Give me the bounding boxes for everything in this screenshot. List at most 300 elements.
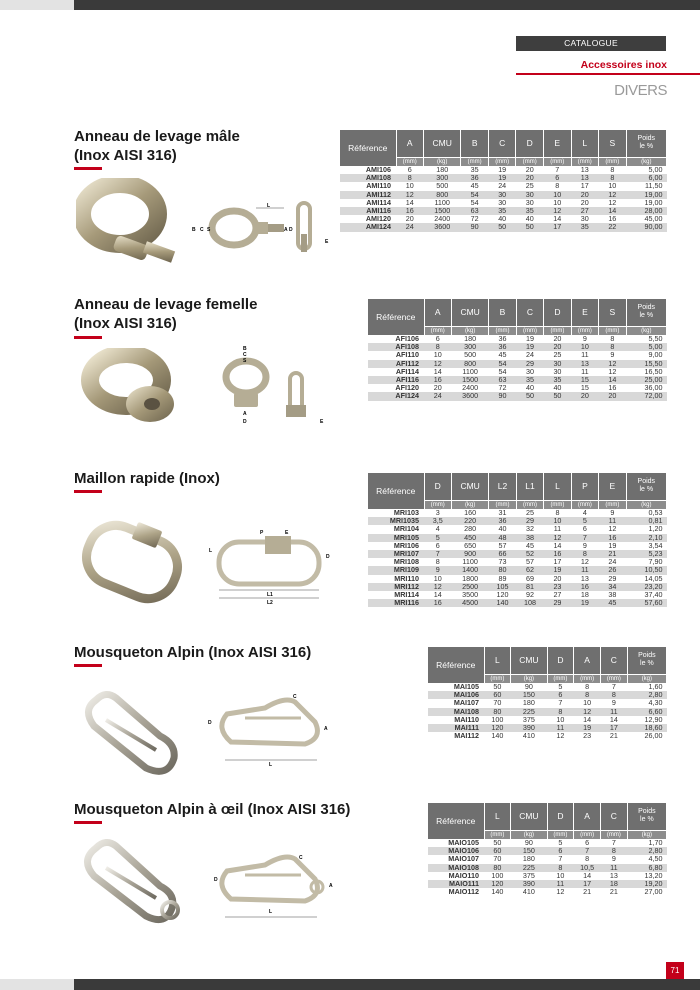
value-cell: 19	[516, 343, 543, 351]
value-cell: 2500	[451, 583, 488, 591]
value-cell: 100	[491, 714, 504, 724]
value-cell: 30	[544, 360, 571, 368]
unit-cell: (mm)	[516, 500, 543, 509]
column-header: L	[571, 130, 599, 157]
value-cell: 54	[489, 360, 516, 368]
value-cell: 12	[599, 191, 627, 199]
value-cell: 140	[491, 731, 504, 741]
value-cell: 10	[543, 191, 571, 199]
value-cell: 2400	[434, 214, 451, 224]
value-cell: 20	[571, 191, 599, 199]
value-cell: 800	[424, 191, 461, 199]
value-cell: 60	[484, 847, 511, 855]
value-cell: 1800	[462, 573, 479, 583]
value-cell: 57	[525, 557, 534, 567]
value-cell: 14	[405, 197, 414, 207]
footer-bar-light	[0, 979, 74, 990]
value-cell: 105	[489, 583, 516, 591]
value-cell: 16	[608, 383, 617, 393]
reference-cell: MAIO105	[448, 838, 479, 848]
value-cell: 8	[574, 691, 601, 699]
reference-cell: AFI110	[395, 350, 419, 360]
weight-cell: 4,30	[648, 698, 663, 708]
title-underline	[74, 490, 102, 493]
poids-label-line2: le %	[639, 312, 654, 320]
reference-cell: MRI106	[393, 540, 419, 550]
value-cell: 11	[599, 517, 626, 525]
value-cell: 45	[599, 599, 626, 607]
value-cell: 80	[484, 708, 511, 716]
value-cell: 10	[405, 181, 414, 191]
weight-cell: 6,00	[626, 174, 666, 182]
value-cell: 18	[601, 880, 628, 888]
value-cell: 140	[491, 887, 504, 897]
value-cell: 3600	[424, 223, 461, 231]
column-header-reference: Référence	[368, 299, 424, 335]
value-cell: 30	[580, 214, 589, 224]
value-cell: 11	[581, 366, 589, 376]
value-cell: 12	[574, 708, 601, 716]
value-cell: 17	[601, 724, 628, 732]
value-cell: 19	[571, 599, 598, 607]
value-cell: 390	[511, 724, 547, 732]
value-cell: 450	[451, 534, 488, 542]
reference-cell: MAIO106	[428, 847, 484, 855]
value-cell: 7	[611, 682, 616, 692]
value-cell: 5	[558, 682, 563, 692]
unit-cell: (kg)	[511, 674, 547, 683]
value-cell: 90	[524, 838, 533, 848]
poids-label-line1: Poids	[637, 135, 656, 143]
value-cell: 8	[547, 708, 574, 716]
value-cell: 14	[583, 870, 592, 880]
title-underline	[74, 821, 102, 824]
value-cell: 8	[601, 691, 628, 699]
value-cell: 120	[484, 880, 511, 888]
unit-cell: (mm)	[543, 157, 571, 166]
value-cell: 19	[525, 334, 534, 344]
unit-cell: (mm)	[599, 500, 626, 509]
dim-label-D: D	[243, 419, 247, 425]
weight-cell: 7,90	[648, 557, 663, 567]
product-title-anneau-male	[74, 127, 240, 165]
value-cell: 7	[555, 165, 560, 175]
reference-cell: AFI108	[368, 343, 424, 351]
unit-cell: (kg)	[424, 157, 461, 166]
value-cell: 25	[525, 508, 534, 518]
product-title-maillon	[74, 469, 220, 488]
reference-cell: MAI108	[428, 708, 484, 716]
value-cell: 6	[585, 838, 590, 848]
column-header: C	[488, 130, 516, 157]
value-cell: 100	[491, 870, 504, 880]
unit-cell: (kg)	[626, 500, 666, 509]
value-cell: 35	[544, 376, 571, 384]
value-cell: 12	[424, 360, 451, 368]
unit-cell: (mm)	[601, 674, 628, 683]
dim-label-C: C	[200, 227, 204, 233]
value-cell: 36	[489, 517, 516, 525]
value-cell: 4	[582, 508, 587, 518]
value-cell: 21	[583, 887, 592, 897]
dim-label-L: L	[209, 548, 213, 554]
column-header-poids	[626, 130, 666, 157]
value-cell: 70	[493, 698, 502, 708]
dim-label-D: D	[326, 554, 330, 560]
title-line: Mousqueton Alpin à œil (Inox AISI 316)	[74, 801, 351, 818]
value-cell: 16	[424, 376, 451, 384]
value-cell: 10	[583, 698, 592, 708]
value-cell: 13	[580, 573, 589, 583]
value-cell: 20	[553, 334, 562, 344]
reference-cell: AMI108	[340, 174, 396, 182]
subsection-title: DIVERS	[614, 82, 667, 99]
value-cell: 10,5	[574, 864, 601, 872]
value-cell: 6	[435, 334, 440, 344]
value-cell: 30	[498, 197, 507, 207]
value-cell: 50	[493, 838, 502, 848]
value-cell: 20	[544, 343, 571, 351]
value-cell: 38	[608, 589, 617, 599]
value-cell: 12	[608, 524, 617, 534]
value-cell: 20	[571, 392, 598, 400]
value-cell: 81	[516, 583, 543, 591]
diagram-anneau-male	[190, 198, 336, 261]
value-cell: 150	[511, 691, 547, 699]
value-cell: 21	[609, 887, 618, 897]
unit-cell: (mm)	[484, 674, 511, 683]
spec-table-anneau-male	[340, 130, 667, 232]
column-header-poids	[626, 299, 666, 326]
value-cell: 14	[609, 714, 618, 724]
value-cell: 10	[553, 197, 562, 207]
unit-cell: (mm)	[571, 500, 598, 509]
table-row	[428, 732, 667, 740]
column-header: C	[601, 803, 628, 830]
value-cell: 13	[571, 174, 599, 182]
value-cell: 35	[571, 223, 599, 231]
table-row	[368, 392, 667, 400]
value-cell: 11	[571, 566, 598, 574]
value-cell: 50	[516, 392, 543, 400]
value-cell: 16	[544, 550, 571, 558]
reference-cell: AFI112	[368, 360, 424, 368]
value-cell: 80	[484, 864, 511, 872]
value-cell: 3500	[462, 589, 479, 599]
column-header: A	[424, 299, 451, 326]
weight-cell: 6,60	[627, 708, 666, 716]
dim-label-L: L	[269, 762, 273, 768]
weight-cell: 90,00	[626, 223, 666, 231]
weight-cell: 45,00	[644, 214, 663, 224]
title-underline	[74, 664, 102, 667]
dim-label-A: A	[324, 726, 328, 732]
value-cell: 7	[424, 550, 451, 558]
spec-table-anneau-femelle	[368, 299, 667, 401]
value-cell: 48	[489, 534, 516, 542]
column-header: CMU	[424, 130, 461, 157]
weight-cell: 36,00	[644, 383, 663, 393]
reference-cell: MAIO107	[448, 854, 479, 864]
weight-cell: 19,00	[626, 191, 666, 199]
spec-table-mousqueton	[428, 647, 667, 740]
weight-cell: 16,50	[644, 366, 663, 376]
value-cell: 16	[599, 534, 626, 542]
value-cell: 3	[435, 508, 440, 518]
value-cell: 23	[583, 731, 592, 741]
value-cell: 8	[547, 864, 574, 872]
column-header: E	[543, 130, 571, 157]
value-cell: 90	[461, 223, 489, 231]
value-cell: 6	[407, 165, 412, 175]
reference-cell: AMI106	[365, 165, 391, 175]
reference-cell: AMI112	[340, 191, 396, 199]
value-cell: 7	[558, 854, 563, 864]
weight-cell: 6,80	[627, 864, 666, 872]
value-cell: 7	[571, 534, 598, 542]
unit-cell: (mm)	[574, 830, 601, 839]
weight-cell: 18,60	[627, 724, 666, 732]
value-cell: 17	[574, 880, 601, 888]
value-cell: 10	[433, 350, 442, 360]
weight-cell: 23,20	[626, 583, 666, 591]
value-cell: 12	[599, 360, 626, 368]
value-cell: 8	[424, 343, 451, 351]
reference-cell: AFI124	[368, 392, 424, 400]
weight-cell: 0,81	[626, 517, 666, 525]
column-header-poids	[627, 803, 666, 830]
diagram-mousqueton-oeil	[205, 845, 335, 930]
weight-cell: 14,05	[644, 573, 663, 583]
weight-cell: 3,54	[648, 540, 663, 550]
reference-cell: AMI120	[365, 214, 391, 224]
value-cell: 16	[424, 599, 451, 607]
value-cell: 69	[525, 573, 534, 583]
column-header-poids	[626, 473, 666, 500]
value-cell: 280	[464, 524, 477, 534]
value-cell: 3,5	[424, 517, 451, 525]
reference-cell: MAIO110	[448, 870, 479, 880]
value-cell: 35	[470, 165, 479, 175]
value-cell: 1100	[462, 557, 478, 567]
unit-cell: (kg)	[627, 674, 666, 683]
title-line: (Inox AISI 316)	[74, 315, 177, 332]
value-cell: 160	[464, 508, 477, 518]
value-cell: 140	[489, 599, 516, 607]
value-cell: 8	[555, 508, 560, 518]
column-header: D	[547, 803, 574, 830]
reference-cell: MAI105	[453, 682, 479, 692]
value-cell: 50	[488, 223, 516, 231]
value-cell: 14	[599, 376, 626, 384]
value-cell: 19	[574, 724, 601, 732]
photo-maillon	[78, 518, 186, 613]
reference-cell: MRI112	[368, 583, 424, 591]
reference-cell: MAI110	[454, 714, 479, 724]
value-cell: 9	[582, 334, 587, 344]
value-cell: 12	[544, 534, 571, 542]
value-cell: 15	[580, 383, 589, 393]
value-cell: 300	[451, 343, 488, 351]
value-cell: 1400	[451, 566, 488, 574]
weight-cell: 4,50	[648, 854, 663, 864]
dim-label-B: B	[243, 346, 247, 352]
value-cell: 180	[436, 165, 449, 175]
value-cell: 38	[516, 534, 543, 542]
column-header-reference: Référence	[368, 473, 424, 509]
dim-label-L: L	[267, 203, 271, 209]
column-header: CMU	[451, 473, 488, 500]
value-cell: 30	[516, 191, 544, 199]
dim-label-A: A	[284, 227, 288, 233]
value-cell: 29	[516, 517, 543, 525]
value-cell: 6	[547, 847, 574, 855]
weight-cell: 5,23	[626, 550, 666, 558]
value-cell: 14	[553, 214, 562, 224]
weight-cell: 2,80	[627, 847, 666, 855]
unit-cell: (mm)	[516, 157, 544, 166]
reference-cell: MAIO108	[428, 864, 484, 872]
column-header: L1	[516, 473, 543, 500]
value-cell: 7	[574, 847, 601, 855]
weight-cell: 25,00	[626, 376, 666, 384]
value-cell: 13	[609, 870, 618, 880]
value-cell: 30	[553, 366, 562, 376]
value-cell: 12	[424, 583, 451, 591]
column-header: B	[461, 130, 489, 157]
table-row	[368, 599, 667, 607]
title-line: (Inox AISI 316)	[74, 147, 177, 164]
value-cell: 4500	[451, 599, 488, 607]
column-header-poids	[627, 647, 666, 674]
weight-cell: 15,50	[626, 360, 666, 368]
value-cell: 14	[583, 714, 592, 724]
weight-cell: 12,90	[644, 714, 663, 724]
poids-label-line2: le %	[640, 660, 654, 668]
reference-cell: MRI103	[393, 508, 419, 518]
value-cell: 180	[522, 698, 535, 708]
reference-cell: MRI107	[368, 550, 424, 558]
value-cell: 5	[424, 534, 451, 542]
unit-cell: (kg)	[627, 830, 666, 839]
weight-cell: 5,50	[648, 334, 663, 344]
unit-cell: (mm)	[489, 500, 516, 509]
value-cell: 24	[498, 181, 507, 191]
value-cell: 8	[585, 854, 590, 864]
column-header: S	[599, 130, 627, 157]
value-cell: 36	[489, 343, 516, 351]
title-line: Anneau de levage femelle	[74, 296, 258, 313]
value-cell: 20	[599, 392, 626, 400]
value-cell: 19	[608, 540, 617, 550]
value-cell: 27	[553, 589, 562, 599]
value-cell: 90	[524, 682, 533, 692]
column-header: L	[484, 803, 511, 830]
value-cell: 21	[599, 550, 626, 558]
value-cell: 120	[496, 589, 509, 599]
weight-cell: 1,70	[648, 838, 663, 848]
value-cell: 20	[553, 573, 562, 583]
diagram-anneau-femelle	[210, 345, 330, 430]
value-cell: 50	[493, 682, 502, 692]
column-header: C	[516, 299, 543, 326]
weight-cell: 28,00	[626, 207, 666, 215]
reference-cell: AMI116	[340, 207, 396, 215]
value-cell: 27	[571, 207, 599, 215]
value-cell: 11	[547, 880, 574, 888]
spec-table-mousqueton-oeil	[428, 803, 667, 896]
value-cell: 390	[511, 880, 547, 888]
unit-cell: (mm)	[484, 830, 511, 839]
catalogue-label: CATALOGUE	[516, 36, 666, 51]
column-header: L	[544, 473, 571, 500]
column-header: B	[489, 299, 516, 326]
column-header: D	[424, 473, 451, 500]
dim-label-A: A	[329, 883, 333, 889]
title-underline	[74, 336, 102, 339]
value-cell: 10	[544, 517, 571, 525]
value-cell: 7	[558, 698, 563, 708]
value-cell: 10	[556, 870, 565, 880]
unit-cell: (kg)	[451, 326, 488, 335]
value-cell: 16	[608, 214, 617, 224]
poids-label-line1: Poids	[638, 652, 656, 660]
spec-table-maillon	[368, 473, 667, 607]
value-cell: 10	[608, 181, 617, 191]
value-cell: 73	[498, 557, 507, 567]
section-title: Accessoires inox	[580, 59, 667, 71]
poids-label-line2: le %	[639, 486, 654, 494]
value-cell: 40	[525, 214, 534, 224]
reference-cell: AMI110	[366, 181, 391, 191]
value-cell: 375	[522, 714, 535, 724]
dim-label-S: S	[243, 358, 247, 364]
value-cell: 35	[516, 207, 544, 215]
title-line: Anneau de levage mâle	[74, 128, 240, 145]
value-cell: 4	[435, 524, 440, 534]
column-header: C	[601, 647, 628, 674]
value-cell: 36	[498, 334, 507, 344]
dim-label-D: D	[214, 877, 218, 883]
value-cell: 16	[571, 583, 598, 591]
column-header: D	[516, 130, 544, 157]
dim-label-E: E	[325, 239, 329, 245]
diagram-mousqueton	[205, 688, 335, 773]
value-cell: 30	[488, 191, 516, 199]
value-cell: 62	[516, 566, 543, 574]
top-bar-light	[0, 0, 74, 10]
value-cell: 12	[580, 557, 589, 567]
value-cell: 54	[470, 197, 479, 207]
unit-cell: (mm)	[516, 326, 543, 335]
poids-label-line1: Poids	[638, 808, 656, 816]
value-cell: 40	[498, 214, 507, 224]
reference-cell: MRI105	[368, 534, 424, 542]
unit-cell: (mm)	[574, 674, 601, 683]
value-cell: 32	[525, 524, 534, 534]
value-cell: 8	[599, 343, 626, 351]
weight-cell: 2,10	[626, 534, 666, 542]
title-underline	[74, 167, 102, 170]
value-cell: 54	[498, 366, 507, 376]
value-cell: 3600	[451, 392, 488, 400]
reference-cell: MAIO112	[448, 887, 479, 897]
value-cell: 8	[610, 165, 615, 175]
value-cell: 20	[580, 197, 589, 207]
value-cell: 57	[498, 540, 507, 550]
unit-cell: (mm)	[544, 326, 571, 335]
value-cell: 31	[498, 508, 507, 518]
